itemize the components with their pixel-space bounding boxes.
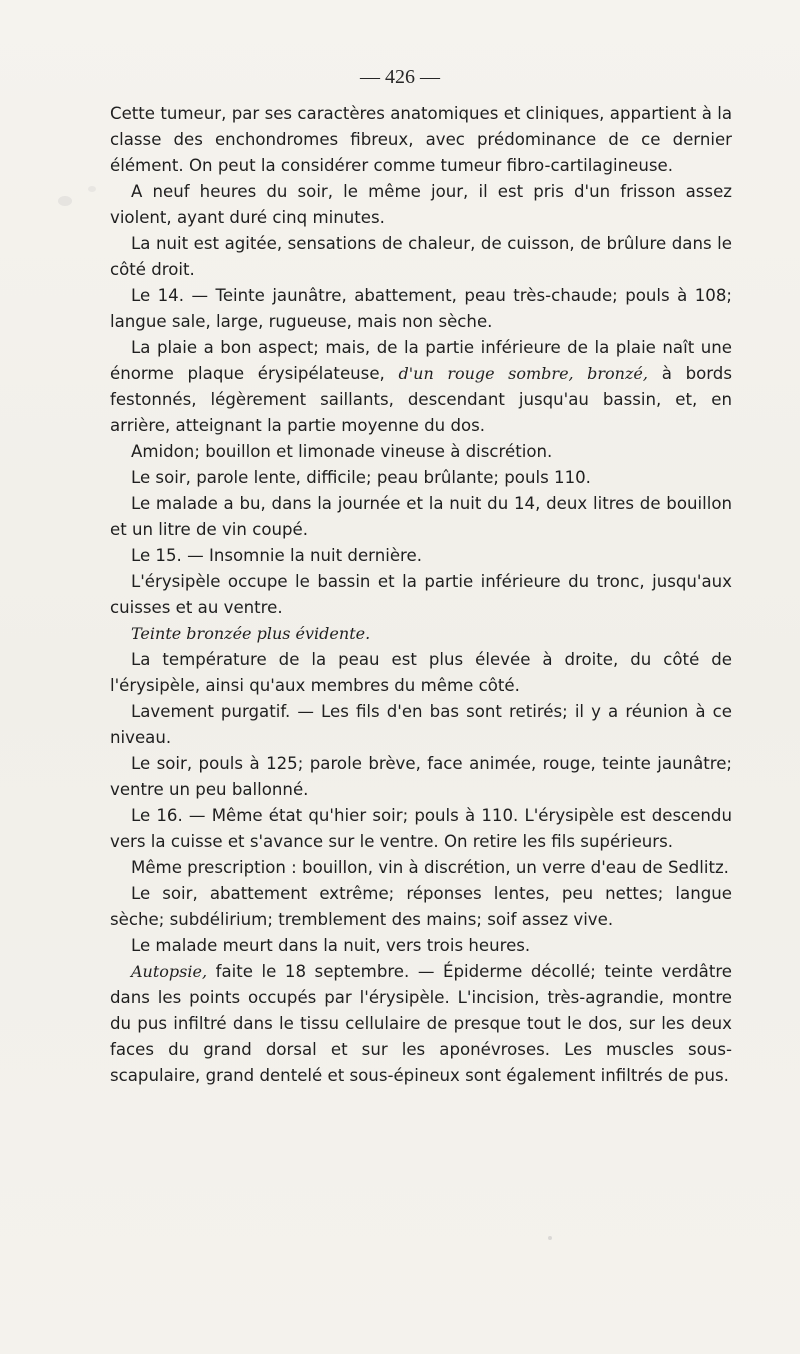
paragraph-5-after: à bords festonnés, légèrement saillants, descendant jusqu'au bassin, et, en arrière, atteignant la partie moyenne du dos. [110, 364, 732, 435]
paragraph-1: Cette tumeur, par ses caractères anatomiques et cliniques, appartient à la classe des enchondromes fibreux, avec prédominance de ce dernier élément. On peut la considérer comme tumeur fibro-cartilagineuse. [110, 104, 732, 175]
paragraph-8: Le malade a bu, dans la journée et la nuit du 14, deux litres de bouillon et un litre de vin coupé. [110, 494, 732, 539]
paragraph-19 [110, 959, 732, 1089]
paragraph-6: Amidon; bouillon et limonade vineuse à discrétion. [131, 442, 553, 461]
page-number: — 426 — [360, 66, 440, 88]
paragraph-3: La nuit est agitée, sensations de chaleur, de cuisson, de brûlure dans le côté droit. [110, 234, 732, 279]
paragraph-9: Le 15. — Insomnie la nuit dernière. [131, 546, 422, 565]
paragraph-5-italic: d'un rouge sombre, bronzé, [398, 364, 648, 383]
paragraph-16: Même prescription : bouillon, vin à discrétion, un verre d'eau de Sedlitz. [131, 858, 729, 877]
paragraph-11 [110, 621, 732, 647]
paragraph-12: La température de la peau est plus élevée à droite, du côté de l'érysipèle, ainsi qu'aux membres du même côté. [110, 650, 732, 695]
paper-speck [88, 186, 96, 192]
paragraph-5 [110, 335, 732, 439]
paper-speck [58, 196, 72, 206]
paragraph-10: L'érysipèle occupe le bassin et la partie inférieure du tronc, jusqu'aux cuisses et au ventre. [110, 572, 732, 617]
paragraph-13: Lavement purgatif. — Les fils d'en bas sont retirés; il y a réunion à ce niveau. [110, 702, 732, 747]
paragraph-5-before: La plaie a bon aspect; mais, de la partie inférieure de la plaie naît une énorme plaque érysipélateuse, [110, 338, 732, 383]
paragraph-14: Le soir, pouls à 125; parole brève, face animée, rouge, teinte jaunâtre; ventre un peu ballonné. [110, 754, 732, 799]
paragraph-19-after: faite le 18 septembre. — Épiderme décollé; teinte verdâtre dans les points occupés par l'érysipèle. L'incision, très-agrandie, montre du pus infiltré dans le tissu cellulaire de presque tout le dos, sur les deux faces du grand dorsal et sur les aponévroses. Les muscles sous-scapulaire, grand dentelé et sous-épineux sont également infiltrés de pus. [110, 962, 732, 1085]
paragraph-18: Le malade meurt dans la nuit, vers trois heures. [131, 936, 531, 955]
paper-speck [548, 1236, 552, 1240]
paragraph-7: Le soir, parole lente, difficile; peau brûlante; pouls 110. [131, 468, 591, 487]
paragraph-17: Le soir, abattement extrême; réponses lentes, peu nettes; langue sèche; subdélirium; tremblement des mains; soif assez vive. [110, 884, 732, 929]
paragraph-11-italic: Teinte bronzée plus évidente. [131, 624, 371, 643]
paragraph-15: Le 16. — Même état qu'hier soir; pouls à 110. L'érysipèle est descendu vers la cuisse et s'avance sur le ventre. On retire les fils supérieurs. [110, 806, 732, 851]
paragraph-19-italic: Autopsie, [131, 962, 208, 981]
paragraph-2: A neuf heures du soir, le même jour, il est pris d'un frisson assez violent, ayant duré cinq minutes. [110, 182, 732, 227]
body-text [110, 101, 732, 1089]
paragraph-4: Le 14. — Teinte jaunâtre, abattement, peau très-chaude; pouls à 108; langue sale, large, rugueuse, mais non sèche. [110, 286, 732, 331]
